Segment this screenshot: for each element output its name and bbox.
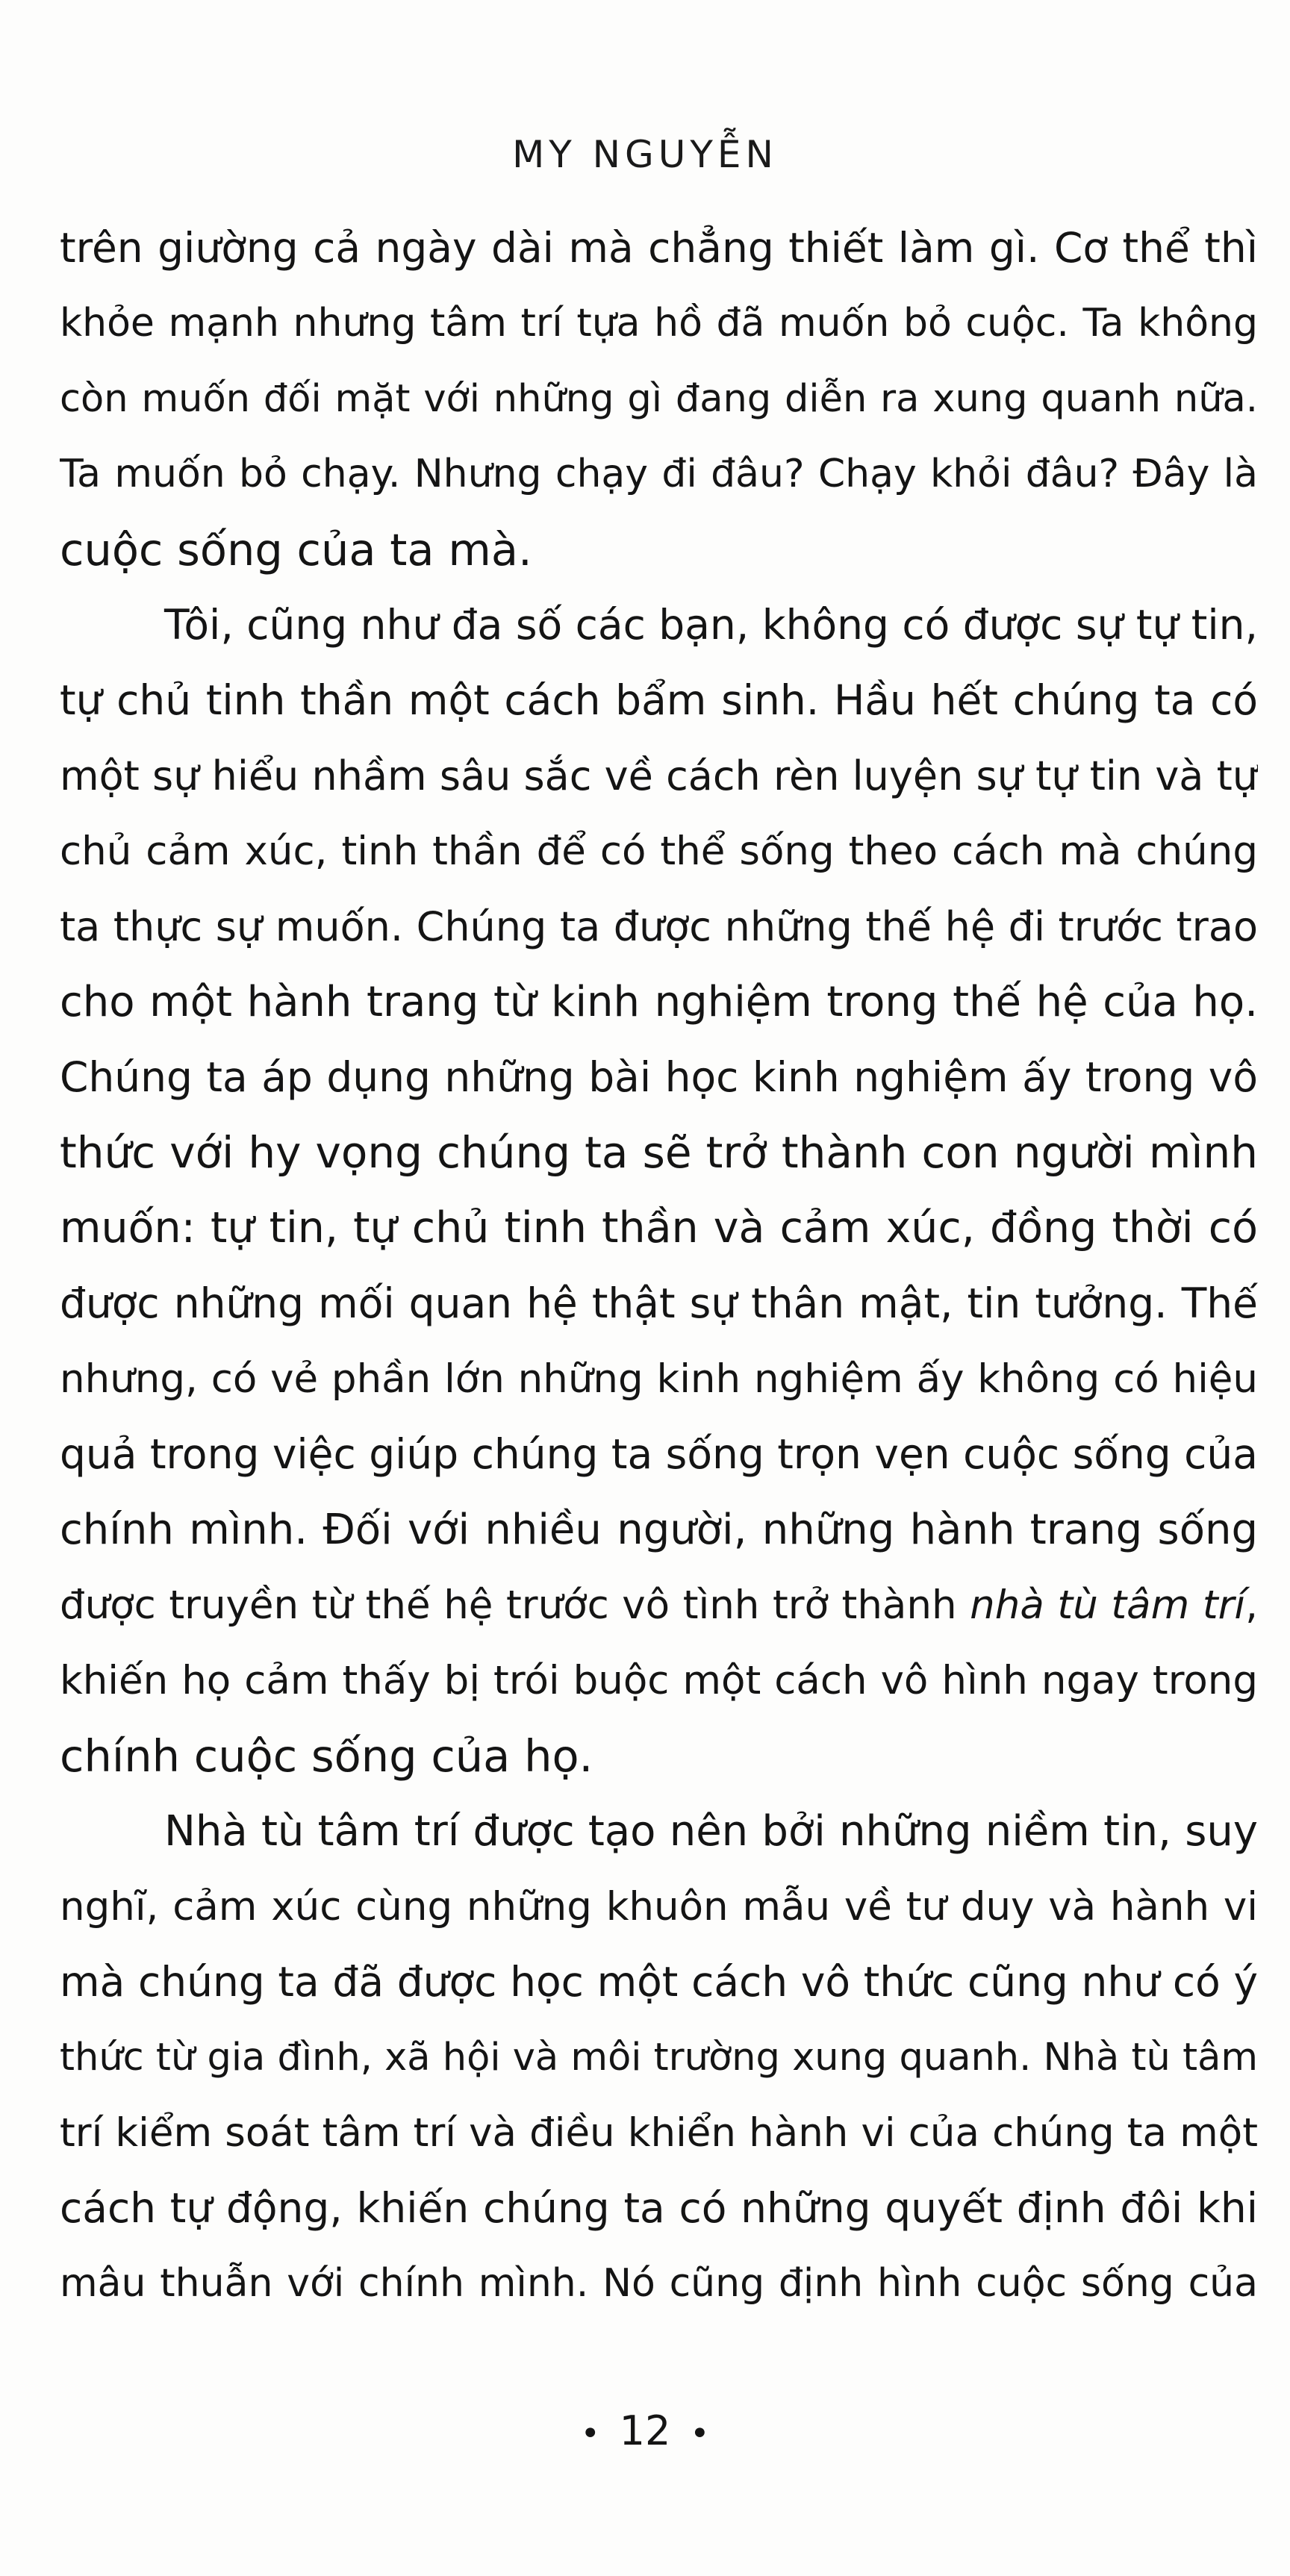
- text-run: ,: [1245, 1582, 1258, 1628]
- folio-bullet-right: •: [690, 2414, 710, 2453]
- text-line: tự chủ tinh thần một cách bẩm sinh. Hầu hết chúng ta có: [60, 676, 1258, 724]
- text-line: chính mình. Đối với nhiều người, những hành trang sống: [60, 1506, 1258, 1554]
- text-line: thức với hy vọng chúng ta sẽ trở thành con người mình: [60, 1127, 1258, 1178]
- text-line: quả trong việc giúp chúng ta sống trọn vẹn cuộc sống của: [60, 1430, 1258, 1478]
- text-line: một sự hiểu nhầm sâu sắc về cách rèn luyện sự tự tin và tự: [60, 752, 1258, 799]
- text-line: Ta muốn bỏ chạy. Nhưng chạy đi đâu? Chạy khỏi đâu? Đây là: [60, 452, 1258, 496]
- italic-term: nhà tù tâm trí: [970, 1582, 1246, 1628]
- text-line: Nhà tù tâm trí được tạo nên bởi những niềm tin, suy: [164, 1807, 1258, 1856]
- text-line: trên giường cả ngày dài mà chẳng thiết làm gì. Cơ thể thì: [60, 224, 1258, 272]
- text-line: thức từ gia đình, xã hội và môi trường xung quanh. Nhà tù tâm: [60, 2036, 1258, 2080]
- text-run: được truyền từ thế hệ trước vô tình trở thành: [60, 1582, 970, 1628]
- text-line: cho một hành trang từ kinh nghiệm trong thế hệ của họ.: [60, 978, 1258, 1026]
- text-line: chủ cảm xúc, tinh thần để có thể sống theo cách mà chúng: [60, 829, 1258, 874]
- page-number-footer: [0, 2407, 1290, 2454]
- text-line: cuộc sống của ta mà.: [60, 524, 532, 576]
- text-line: khỏe mạnh nhưng tâm trí tựa hồ đã muốn bỏ cuộc. Ta không: [60, 301, 1258, 346]
- text-line: nghĩ, cảm xúc cùng những khuôn mẫu về tư duy và hành vi: [60, 1884, 1258, 1930]
- body-text: [60, 210, 1258, 2321]
- text-line: nhưng, có vẻ phần lớn những kinh nghiệm ấy không có hiệu: [60, 1356, 1258, 1402]
- text-line: Chúng ta áp dụng những bài học kinh nghiệm ấy trong vô: [60, 1053, 1258, 1101]
- text-line: muốn: tự tin, tự chủ tinh thần và cảm xúc, đồng thời có: [60, 1203, 1258, 1253]
- text-line: trí kiểm soát tâm trí và điều khiển hành vi của chúng ta một: [60, 2110, 1258, 2156]
- text-line: mà chúng ta đã được học một cách vô thức cũng như có ý: [60, 1958, 1258, 2006]
- text-line: cách tự động, khiến chúng ta có những quyết định đôi khi: [60, 2184, 1258, 2232]
- text-line: Tôi, cũng như đa số các bạn, không có được sự tự tin,: [164, 601, 1258, 649]
- text-line: ta thực sự muốn. Chúng ta được những thế hệ đi trước trao: [60, 903, 1258, 950]
- running-header-author: MY NGUYỄN: [512, 133, 778, 176]
- text-line: chính cuộc sống của họ.: [60, 1730, 593, 1782]
- folio-bullet-left: •: [580, 2414, 600, 2453]
- text-line-with-italic: [60, 1568, 1258, 1643]
- text-line: còn muốn đối mặt với những gì đang diễn ra xung quanh nữa.: [60, 377, 1258, 421]
- text-line: được những mối quan hệ thật sự thân mật, tin tưởng. Thế: [60, 1279, 1258, 1327]
- text-line: mâu thuẫn với chính mình. Nó cũng định hình cuộc sống của: [60, 2261, 1258, 2306]
- text-line: khiến họ cảm thấy bị trói buộc một cách vô hình ngay trong: [60, 1658, 1258, 1703]
- page-number: 12: [619, 2407, 671, 2454]
